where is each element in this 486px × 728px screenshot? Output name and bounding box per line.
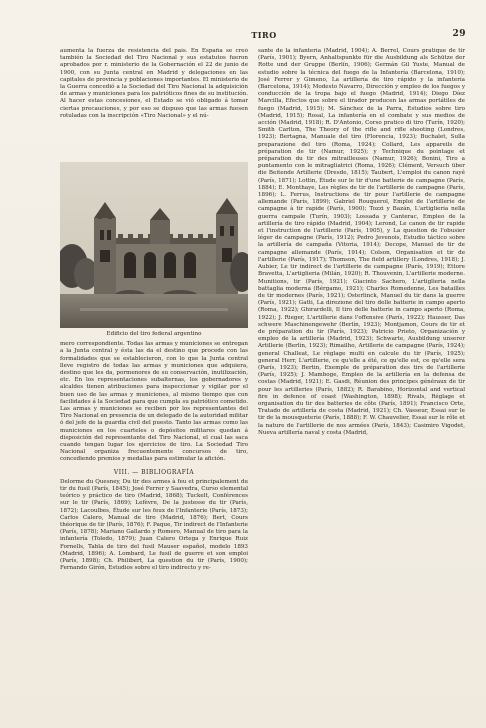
- bibliography-paragraph: Delorme du Quesney, Du tir des armes à feu et principalement du tir du fusil (París, 1845); José Ferrer y Saavedra, Curso elemental teórico y práctico de tiro (Madrid, 1868); Tuckelt, Conférences sur le tir (París, 1869); Lefèvre, De la justesse du tir (París, 1872); Lacoulbes, Étude sur les feux de l'Infanterie (París, 1873); Carlos Calero, Manual de tiro (Madrid, 1876); Bert, Cours théorique de tir (París, 1876); F. Paque, Tir indirect de l'Infanterie (París, 1878); Mariano Gallardo y Romero, Manual de tiro para la infantería (Toledo, 1879); Juan Calero Ortega y Enrique Ruiz Fornells, Tabla de tiro del fusil Mauser español, modelo 1893 (Madrid, 1896); A. Lombard, Le fusil de guerre et son emploi (París, 1898); Ch. Philibert, La question du tir (París, 1900); Fernando Girón, Estudios sobre el tiro indirecto y re-: [60, 478, 248, 572]
- bibliography-paragraph: sante de la infantería (Madrid, 1904); A. Berrel, Cours pratique de tir (París, 1901); Byern, Anhaltspunkte für die Ausbildung als Schütze der Rotte und der Gruppe (Berlín, 1906); Germán Gil Yuste, Manual de estudio sobre la técnica del fuego de la Infantería (Barcelona, 1910); José Ferrer y Gimeno, La artillería de tiro rápido y la infantería (Barcelona, 1914); Modesto Navarro, Dirección y empleo de los fuegos y conducción de la tropa bajo el fuego (Madrid, 1914); Diego Díez Marcilla, Efectos que sobre el tirador producen las armas portátiles de fuego (Madrid, 1915); M. Sánchez de la Parra, Estudios sobre tiro (Madrid, 1915); Rosal, La infantería en el combate y sus medios de acción (Madrid, 1918); R. D'Antonio, Corso pratico di tiro (Turín, 1920); Smith Carlton, The Theory of the rifle and rifle shooting (Londres, 1923); Bertagna, Manuale del tiro (Florencia, 1923); Buchalet, Sulla preparazione del tiro (Roma, 1924); Collard, Les appareils de préparation de tir (Namur, 1925); y Technique du pointage et préparation du tir des mitrailleuses (Namur, 1926); Bonini, Tiro a puntamento con le mitragliatrici (Roma, 1926); Clément, Versuch über die Beitende Artillerie (Dresde, 1815); Taubert, L'emploi du canon rayé (París, 1871); Lottin, Étude sur le tir d'une batterie de campagne (París, 1884); E. Monthaye, Les règles de tir de l'artillerie de campagne (París, 1896); L. Ferrus, Instructions de tir pour l'artillerie de campagne allemande (París, 1899); Gabriel Rouquerol, Emploi de l'artillerie de campagne à tir rapide (París, 1900); Tozzi y Bazán, L'artiglieria nella guerra campale (Turín, 1903); Lossada y Canterac, Empleo de la artillería de tiro rápido (Madrid, 1904); Lerond, Le canon de tir rapide et l'instruction de l'artillerie (París, 1905), y La question de l'obusier léger de campagne (París, 1912); Pedro Jevenois, Estudio táctico sobre la artillería de campaña (Vitoria, 1914); Decope, Manuel de tir de campagne allemande (París, 1914); Colson, Organisation et tir de l'artillerie (París, 1917); Thomson, The field artillery (Londres, 1918); J. Aubier, Le tir indirect de l'artillerie de campagne (París, 1919); Ettore Bravetta, L'artiglieria (Milán, 1920); R. Thouvenin, L'artillerie moderne. Munitions, tir (París, 1921); Giacinto Sachero, L'artiglieria nella battaglia moderna (Bérgamo, 1921); Charles Romedenne, Les batailles de tir modernes (París, 1921); Osterlinck, Manuel du tir dans la guerre (París, 1921); Gatti, La direzione del tiro delle batterie in campo aperto (Roma, 1922); Ghirardelli, Il tiro delle batterie in campo aperto (Roma, 1922); J. Rieger, L'artillerie dans l'offensive (París, 1922); Hausser, Das schwere Maschinengewehr (Berlín, 1923); Montjamon, Cours de tir et de préparation du tir (París, 1923); Patricio Prieto, Organización y empleo de la artillería (Madrid, 1923); Schwarte, Ausbildung unserer Artillerie (Berlín, 1923); Rimailho, Artillerie de campagne (París, 1924); general Challeat, Le règlage multi en calcule du tir (París, 1925); general Herr, L'artillerie, ce qu'elle a été, ce qu'elle est, ce qu'elle sera (París, 1923); Bertin, Exemple de préparation des tirs de l'artillerie (París, 1925); J. Mamboge, Empleo de la artillería en la defensa de costas (Madrid, 1921); E. Gasdi, Réunion des principes généraux de tir pour les artilleries (París, 1882); R. Barabino, Horizontal and vertical fire in defence of coast (Washington, 1898); Rivals, Réglage et organisation du tir des batteries de côte (París, 1891); Francisco Orte, Tratado de artillería de costa (Madrid, 1921); Ch. Vasseur, Essai sur le tir de la mousqueterie (París, 1888); F. W. Chauvelier, Essai sur le rôle et la nature de l'artillerie de nos armées (París, 1843); Casimiro Vigodet, Nueva artillería naval y costa (Madrid,: [258, 48, 465, 436]
- left-bottom-text: [60, 341, 248, 572]
- page-number: 29: [452, 29, 466, 39]
- building-photograph: [60, 162, 248, 328]
- section-heading: VIII. — BIBLIOGRAFÍA: [113, 468, 195, 476]
- left-top-text: [60, 48, 248, 158]
- figure-caption: Edificio del tiro federal argentino: [106, 331, 202, 337]
- running-head-title: TIRO: [251, 30, 277, 40]
- figure: [60, 162, 248, 338]
- left-column: [60, 48, 248, 716]
- right-column: [258, 48, 465, 716]
- body-paragraph: aumenta la fuerza de resistencia del país. En España se creó también la Sociedad del Tiro Nacional y sus estatutos fueron aprobados por r. ministerio de la Gobernación el 22 de junio de 1900, con su Junta central en Madrid y delegaciones en las capitales de provincia y poblaciones importantes. El ministerio de la Guerra concedió a la Sociedad del Tiro Nacional la adquisición de armas y municiones para los patrióticos fines de su institución. Al hacer estas concesiones, el Estado se vió obligado á tomar ciertas precauciones, y por eso se dispuso que las armas fuesen rotuladas con la inscripción «Tiro Nacional» y el nú-: [60, 48, 248, 119]
- running-head: [60, 30, 468, 44]
- bibliography-text: [60, 479, 248, 573]
- body-paragraph: mero correspondiente. Todas las armas y municiones se entregan a la Junta central y ésta las da el destino que procede con las formalidades que se establecieron, con lo que la Junta central lleve registro de todas las armas y municiones que adquiera, destino que les da, pormenores de su conservación, inutilización, etc. En los representaciones subalternas, los gobernadores y alcaldes tienen atribuciones para inspeccionar y vigilar por el buen uso de las armas y municiones, al mismo tiempo que con facilidades á la Sociedad para que cumpla su patriótico cometido. Las armas y municiones se reciben por los representantes del Tiro Nacional en presencia de un delegado de la autoridad militar ó del jefe de la guardia civil del puesto. Tanto las armas como las municiones en los cuarteles o depósitos militares quedan á disposición del representante del Tiro Nacional, el cual las saca cuando tengan lugar los ejercicios de tiro. La Sociedad Tiro Nacional organiza frecuentemente concursos de tiro, concediendo premios y medallas para estimular la afición.: [60, 341, 248, 463]
